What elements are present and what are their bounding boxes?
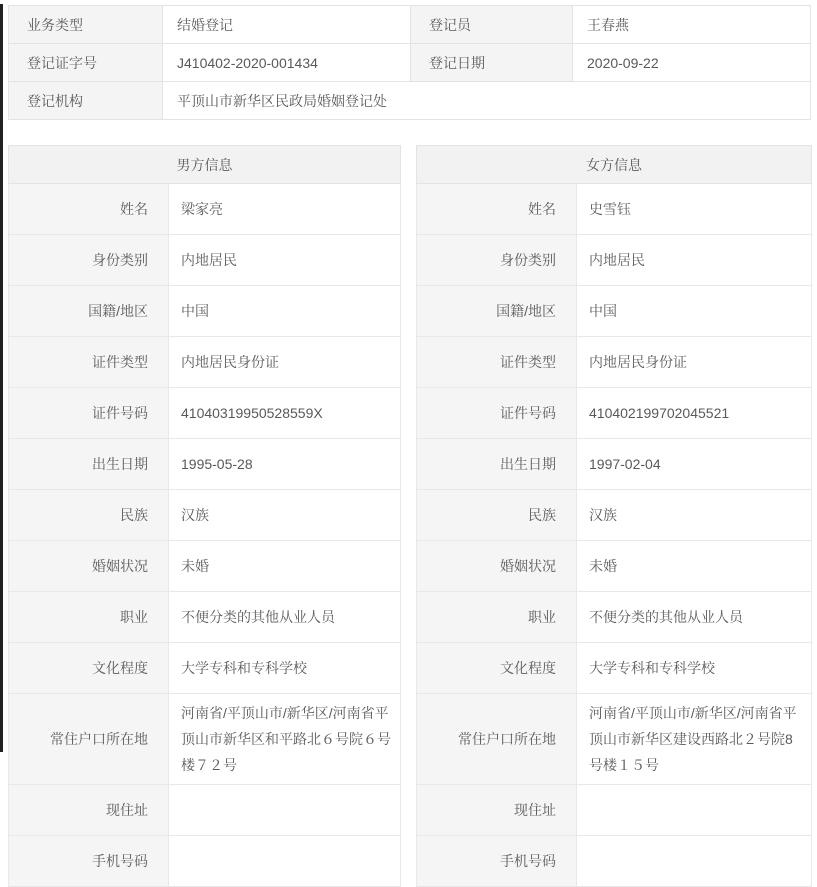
- registrar-value: 王春燕: [573, 6, 811, 44]
- bride-nationality-label: 国籍/地区: [417, 286, 577, 337]
- table-row: [9, 592, 401, 643]
- table-row: [417, 836, 812, 887]
- groom-id-number-label: 证件号码: [9, 388, 169, 439]
- groom-mobile-number-value: [169, 836, 401, 887]
- bride-occupation-label: 职业: [417, 592, 577, 643]
- table-row: [417, 592, 812, 643]
- table-row: [9, 82, 811, 120]
- bride-id-number-label: 证件号码: [417, 388, 577, 439]
- groom-ethnicity-label: 民族: [9, 490, 169, 541]
- groom-household-address-value: 河南省/平顶山市/新华区/河南省平顶山市新华区和平路北６号院６号楼７２号: [169, 694, 401, 785]
- table-row: [9, 388, 401, 439]
- groom-birth-date-value: 1995-05-28: [169, 439, 401, 490]
- groom-mobile-number-label: 手机号码: [9, 836, 169, 887]
- table-row: [417, 235, 812, 286]
- business-type-label: 业务类型: [9, 6, 163, 44]
- groom-nationality-label: 国籍/地区: [9, 286, 169, 337]
- groom-education-value: 大学专科和专科学校: [169, 643, 401, 694]
- table-row: [9, 643, 401, 694]
- table-row: [417, 643, 812, 694]
- table-row: [417, 337, 812, 388]
- groom-identity-category-label: 身份类别: [9, 235, 169, 286]
- table-row: [9, 286, 401, 337]
- bride-household-address-value: 河南省/平顶山市/新华区/河南省平顶山市新华区建设西路北２号院8号楼１５号: [577, 694, 812, 785]
- registration-office-label: 登记机构: [9, 82, 163, 120]
- groom-marital-status-label: 婚姻状况: [9, 541, 169, 592]
- table-row: [417, 439, 812, 490]
- bride-name-label: 姓名: [417, 184, 577, 235]
- bride-marital-status-value: 未婚: [577, 541, 812, 592]
- groom-occupation-label: 职业: [9, 592, 169, 643]
- bride-id-number-value: 410402199702045521: [577, 388, 812, 439]
- table-row: [417, 490, 812, 541]
- table-row: [417, 694, 812, 785]
- bride-ethnicity-label: 民族: [417, 490, 577, 541]
- business-type-value: 结婚登记: [163, 6, 411, 44]
- bride-occupation-value: 不便分类的其他从业人员: [577, 592, 812, 643]
- table-row: [9, 44, 811, 82]
- groom-table-title: 男方信息: [9, 146, 401, 184]
- bride-mobile-number-value: [577, 836, 812, 887]
- bride-ethnicity-value: 汉族: [577, 490, 812, 541]
- groom-occupation-value: 不便分类的其他从业人员: [169, 592, 401, 643]
- bride-current-address-label: 现住址: [417, 785, 577, 836]
- bride-id-type-value: 内地居民身份证: [577, 337, 812, 388]
- groom-birth-date-label: 出生日期: [9, 439, 169, 490]
- bride-education-value: 大学专科和专科学校: [577, 643, 812, 694]
- bride-birth-date-value: 1997-02-04: [577, 439, 812, 490]
- bride-mobile-number-label: 手机号码: [417, 836, 577, 887]
- groom-id-type-label: 证件类型: [9, 337, 169, 388]
- registrar-label: 登记员: [411, 6, 573, 44]
- table-row: [417, 286, 812, 337]
- bride-current-address-value: [577, 785, 812, 836]
- table-row: [9, 235, 401, 286]
- table-row: [417, 388, 812, 439]
- groom-name-label: 姓名: [9, 184, 169, 235]
- groom-ethnicity-value: 汉族: [169, 490, 401, 541]
- bride-identity-category-label: 身份类别: [417, 235, 577, 286]
- registration-office-value: 平顶山市新华区民政局婚姻登记处: [163, 82, 811, 120]
- groom-identity-category-value: 内地居民: [169, 235, 401, 286]
- bride-table-title: 女方信息: [417, 146, 812, 184]
- table-row: [9, 146, 401, 184]
- certificate-number-value: J410402-2020-001434: [163, 44, 411, 82]
- groom-id-type-value: 内地居民身份证: [169, 337, 401, 388]
- registration-date-label: 登记日期: [411, 44, 573, 82]
- groom-household-address-label: 常住户口所在地: [9, 694, 169, 785]
- bride-info-table: [416, 145, 812, 887]
- groom-marital-status-value: 未婚: [169, 541, 401, 592]
- bride-household-address-label: 常住户口所在地: [417, 694, 577, 785]
- table-row: [9, 836, 401, 887]
- table-row: [9, 184, 401, 235]
- table-row: [9, 6, 811, 44]
- bride-id-type-label: 证件类型: [417, 337, 577, 388]
- table-row: [417, 541, 812, 592]
- bride-marital-status-label: 婚姻状况: [417, 541, 577, 592]
- certificate-number-label: 登记证字号: [9, 44, 163, 82]
- bride-name-value: 史雪钰: [577, 184, 812, 235]
- table-row: [9, 439, 401, 490]
- groom-name-value: 梁家亮: [169, 184, 401, 235]
- groom-id-number-value: 41040319950528559X: [169, 388, 401, 439]
- bride-education-label: 文化程度: [417, 643, 577, 694]
- person-tables-container: [8, 145, 812, 887]
- groom-current-address-value: [169, 785, 401, 836]
- registration-summary-table: [8, 5, 811, 120]
- groom-info-table: [8, 145, 401, 887]
- table-row: [417, 184, 812, 235]
- bride-birth-date-label: 出生日期: [417, 439, 577, 490]
- table-row: [9, 785, 401, 836]
- groom-nationality-value: 中国: [169, 286, 401, 337]
- table-row: [417, 785, 812, 836]
- table-row: [9, 541, 401, 592]
- groom-education-label: 文化程度: [9, 643, 169, 694]
- registration-date-value: 2020-09-22: [573, 44, 811, 82]
- groom-current-address-label: 现住址: [9, 785, 169, 836]
- table-row: [9, 337, 401, 388]
- table-row: [417, 146, 812, 184]
- page-left-edge: [0, 4, 3, 752]
- table-row: [9, 694, 401, 785]
- bride-identity-category-value: 内地居民: [577, 235, 812, 286]
- bride-nationality-value: 中国: [577, 286, 812, 337]
- table-row: [9, 490, 401, 541]
